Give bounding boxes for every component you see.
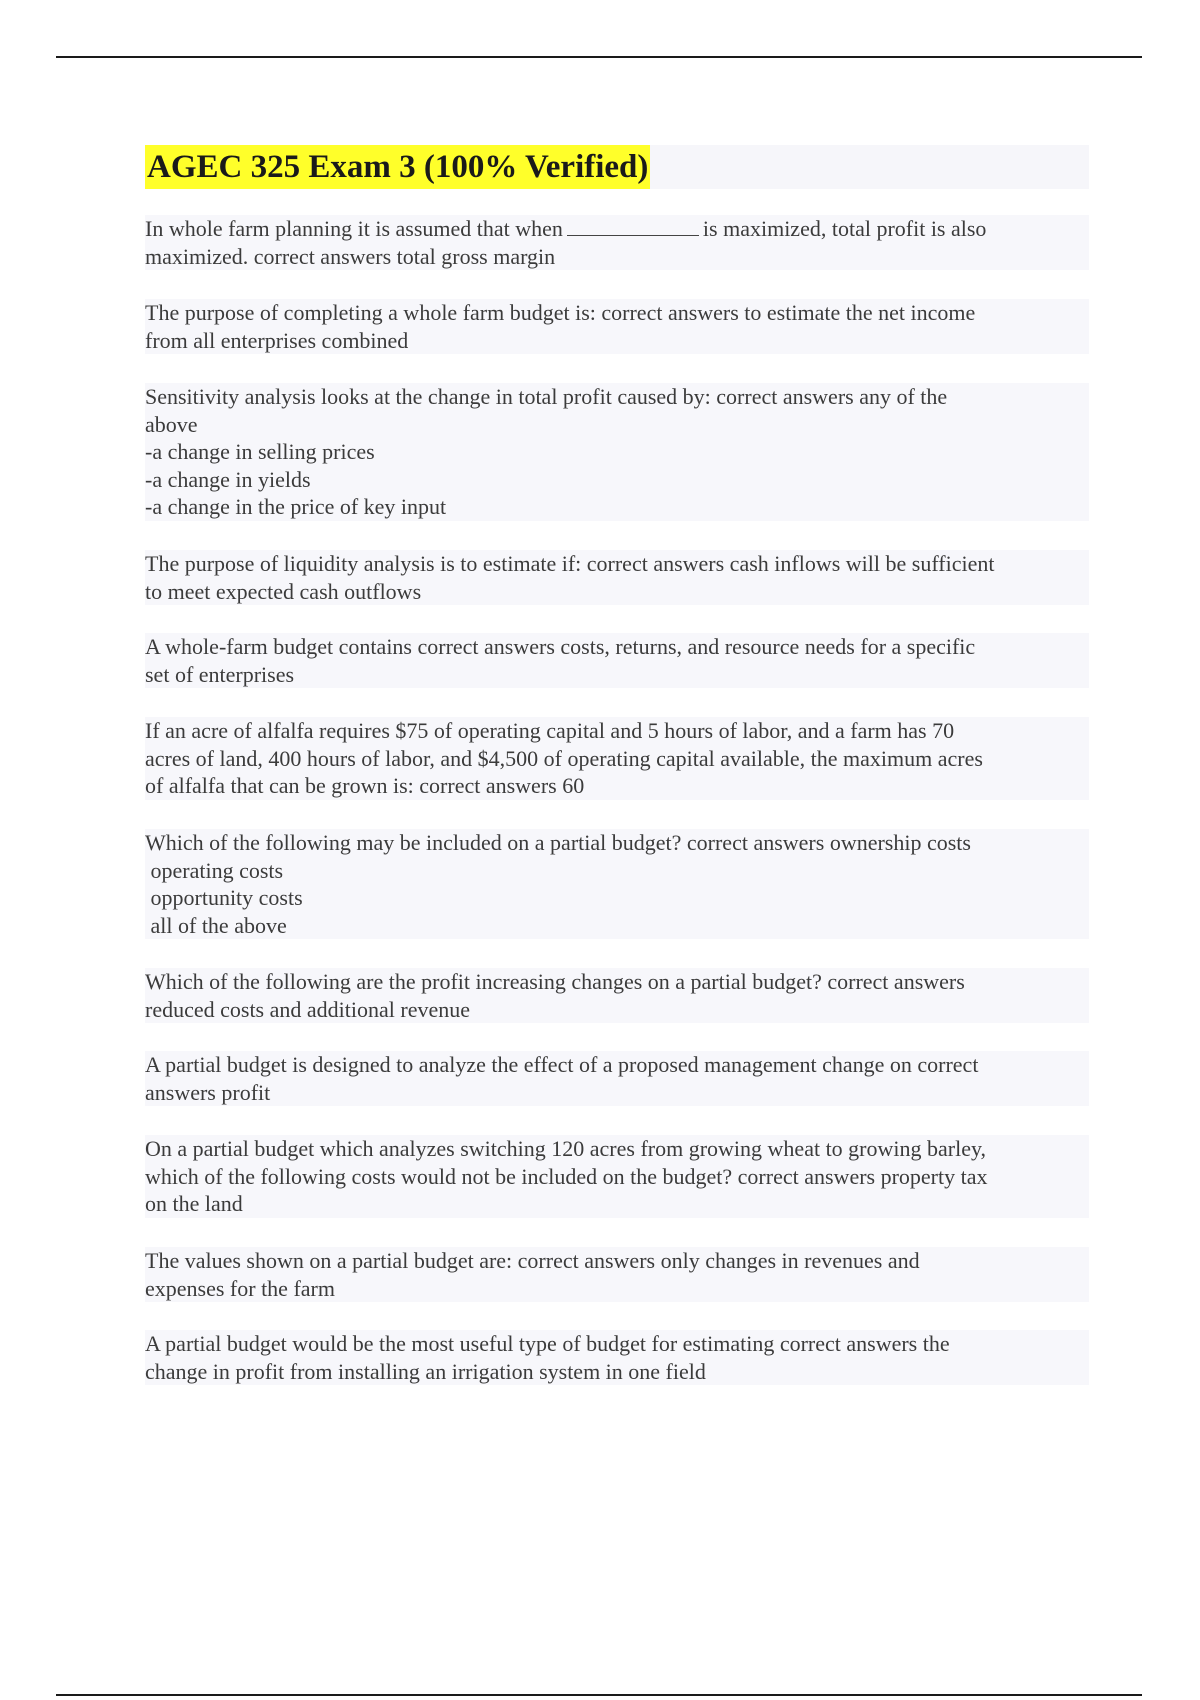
qa-line: Sensitivity analysis looks at the change in total profit caused by: correct answers any of the: [145, 384, 948, 409]
qa-line: [145, 215, 1089, 243]
qa-line: -a change in the price of key input: [145, 494, 447, 519]
qa-line: maximized. correct answers total gross margin: [145, 243, 556, 269]
qa-item-12: [145, 1330, 1089, 1385]
qa-item-4: [145, 550, 1089, 605]
qa-item-9: [145, 1051, 1089, 1106]
header-rule: [56, 56, 1142, 58]
qa-line: A partial budget is designed to analyze the effect of a proposed management change on correct: [145, 1052, 979, 1077]
qa-line: change in profit from installing an irrigation system in one field: [145, 1358, 706, 1384]
qa-line: The purpose of completing a whole farm budget is: correct answers to estimate the net income: [145, 300, 976, 325]
qa-text: In whole farm planning it is assumed that when: [145, 216, 563, 241]
qa-line: -a change in selling prices: [145, 439, 375, 464]
qa-item-2: [145, 299, 1089, 354]
answer-blank: [567, 217, 699, 236]
footer-rule: [56, 1694, 1142, 1696]
qa-item-8: [145, 968, 1089, 1023]
qa-line: Which of the following may be included on a partial budget? correct answers ownership costs: [145, 830, 971, 855]
qa-line: on the land: [145, 1191, 243, 1216]
qa-line: of alfalfa that can be grown is: correct answers 60: [145, 773, 585, 798]
qa-line: expenses for the farm: [145, 1275, 335, 1301]
qa-item-6: [145, 717, 1089, 800]
qa-line: A partial budget would be the most useful type of budget for estimating correct answers the: [145, 1331, 950, 1356]
qa-line: from all enterprises combined: [145, 327, 409, 353]
qa-line: answers profit: [145, 1079, 271, 1105]
qa-line: reduced costs and additional revenue: [145, 996, 470, 1022]
qa-line: operating costs: [145, 857, 284, 883]
qa-line: If an acre of alfalfa requires $75 of operating capital and 5 hours of labor, and a farm has 70: [145, 718, 955, 743]
qa-item-1: [145, 215, 1089, 270]
qa-line: The values shown on a partial budget are: correct answers only changes in revenues and: [145, 1248, 920, 1273]
qa-line: opportunity costs: [145, 885, 303, 910]
qa-item-5: [145, 633, 1089, 688]
qa-text: is maximized, total profit is also: [702, 216, 987, 241]
qa-line: set of enterprises: [145, 661, 295, 687]
qa-line: acres of land, 400 hours of labor, and $4,500 of operating capital available, the maximum acres: [145, 745, 983, 771]
qa-line: above: [145, 411, 198, 437]
qa-line: to meet expected cash outflows: [145, 578, 422, 604]
qa-line: Which of the following are the profit increasing changes on a partial budget? correct answers: [145, 969, 965, 994]
qa-line: which of the following costs would not be included on the budget? correct answers property tax: [145, 1163, 988, 1189]
qa-item-7: [145, 829, 1089, 939]
qa-item-3: [145, 383, 1089, 521]
qa-line: On a partial budget which analyzes switching 120 acres from growing wheat to growing barley,: [145, 1136, 987, 1161]
qa-line: The purpose of liquidity analysis is to estimate if: correct answers cash inflows will be sufficient: [145, 551, 995, 576]
qa-item-11: [145, 1247, 1089, 1302]
page-title: AGEC 325 Exam 3 (100% Verified): [145, 145, 650, 189]
qa-item-10: [145, 1135, 1089, 1218]
qa-line: -a change in yields: [145, 466, 311, 492]
qa-line: all of the above: [145, 912, 287, 938]
qa-line: A whole-farm budget contains correct answers costs, returns, and resource needs for a specific: [145, 634, 976, 659]
